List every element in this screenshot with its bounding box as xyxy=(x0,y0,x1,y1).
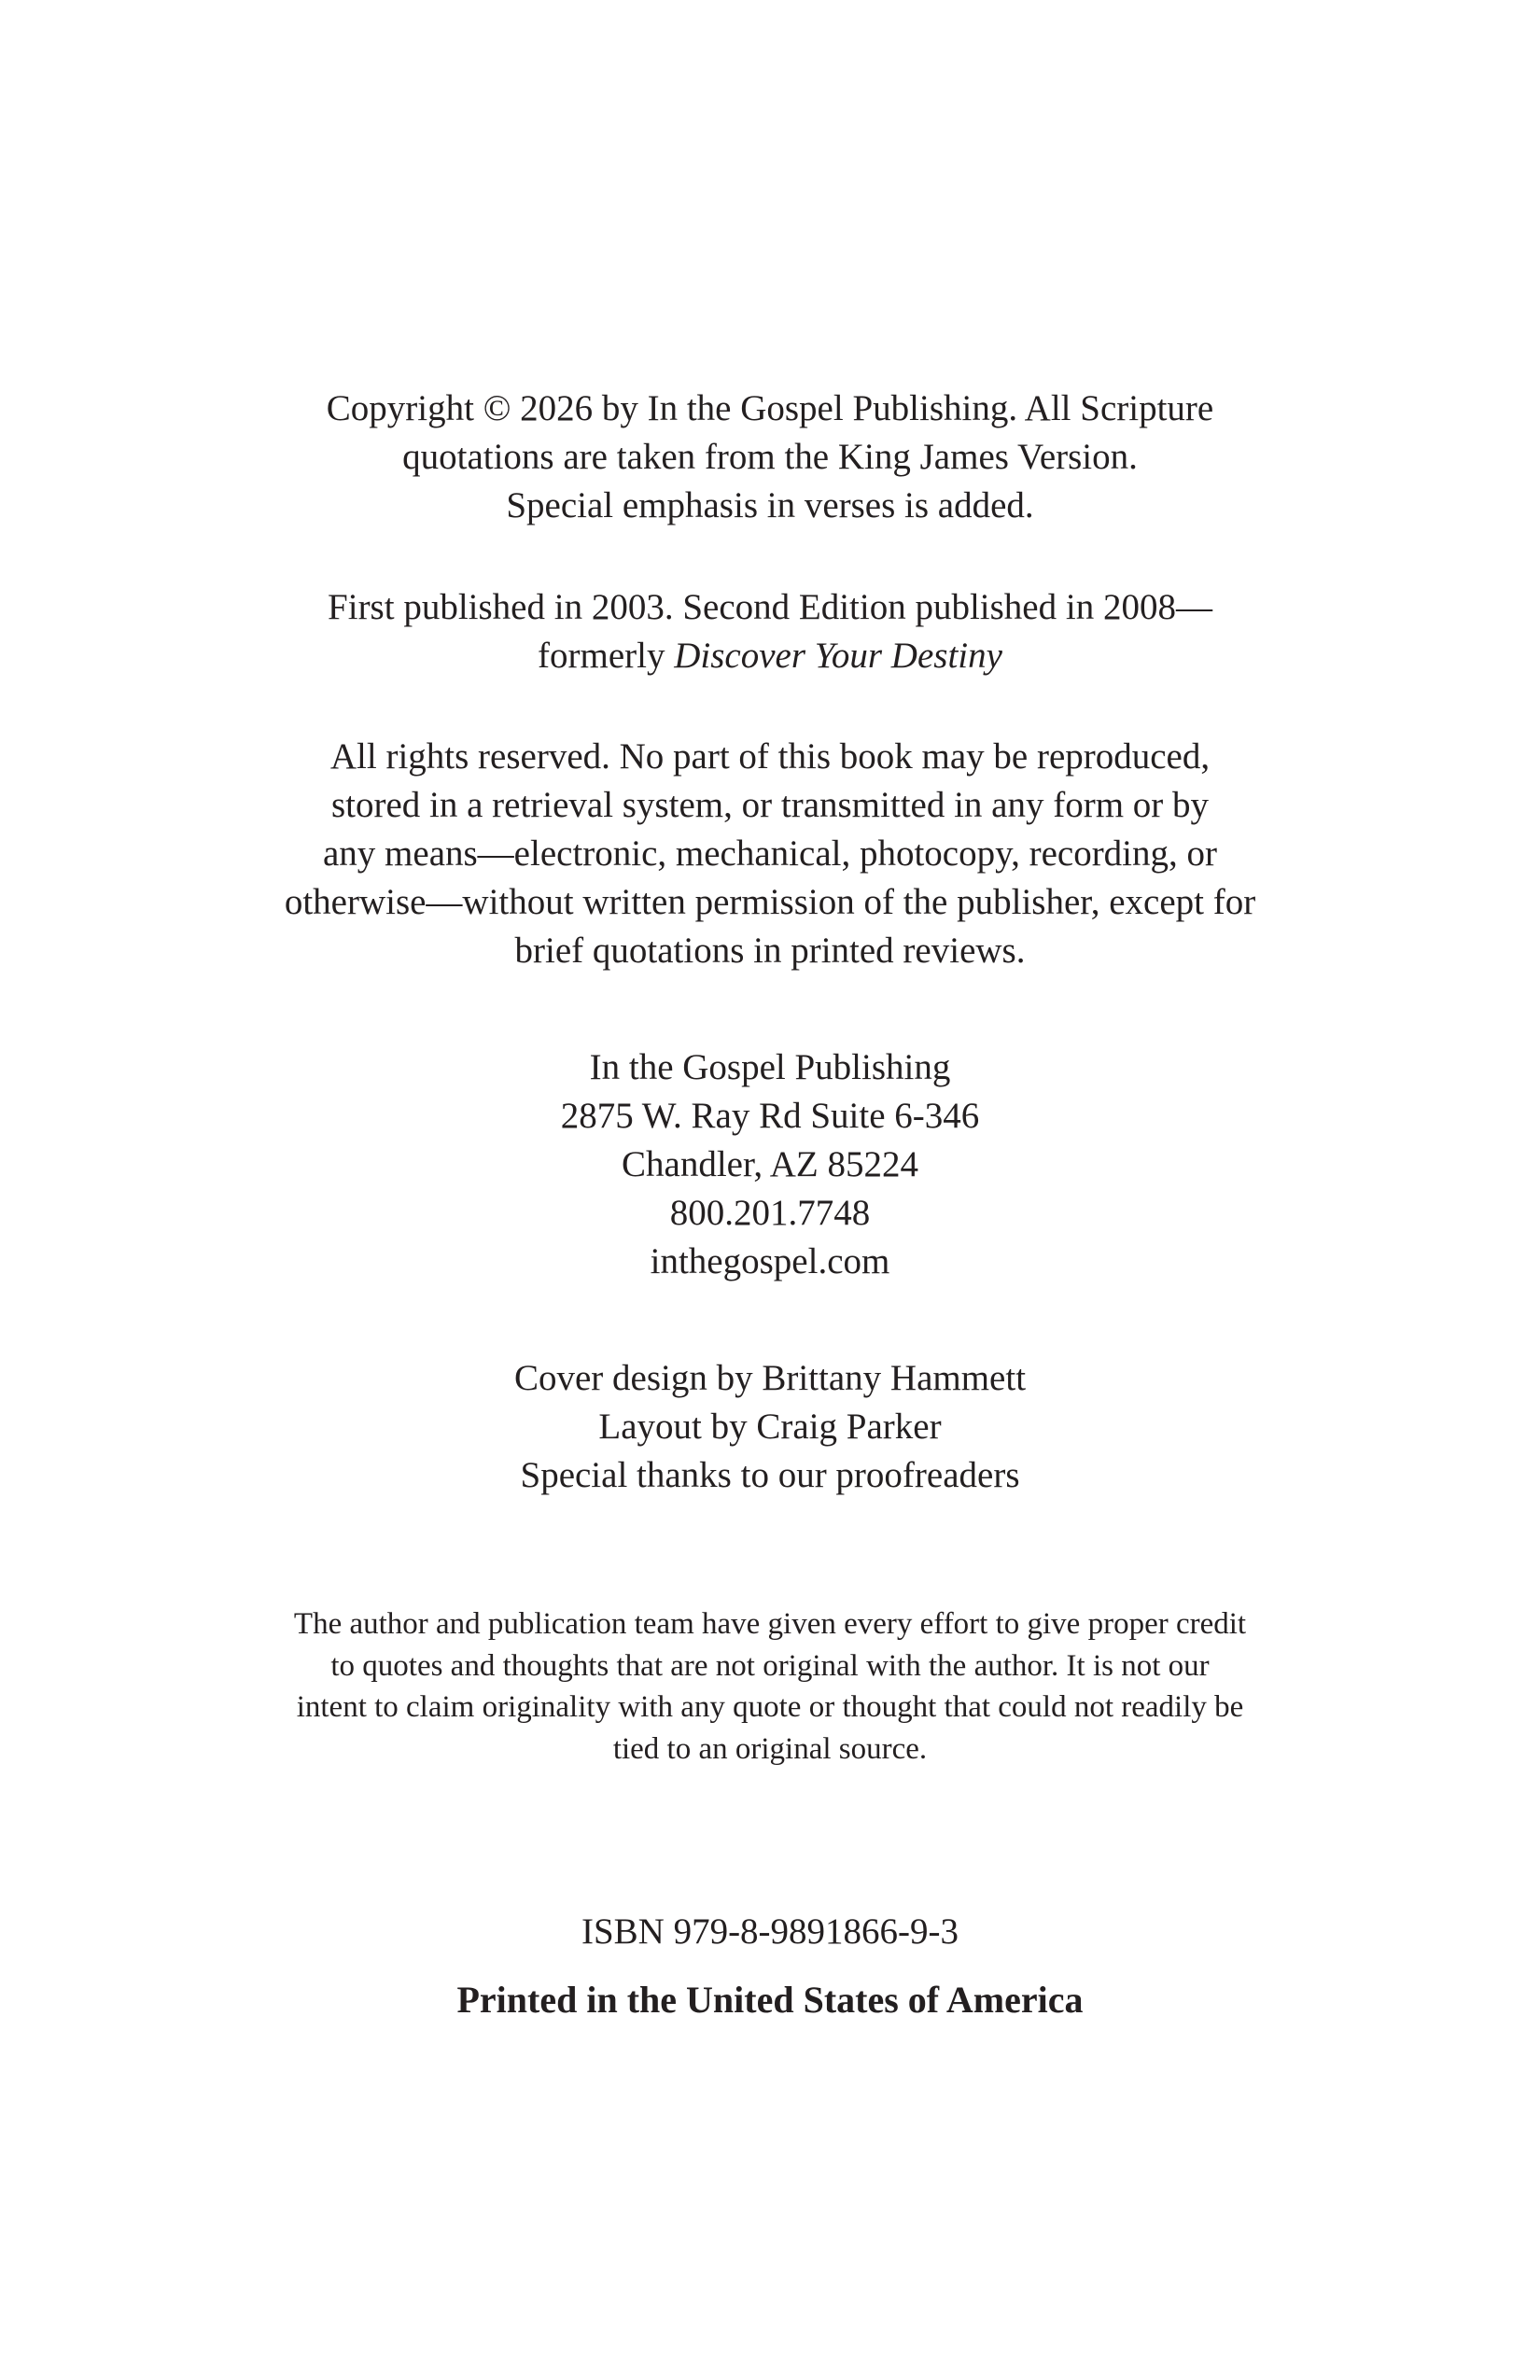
publisher-phone: 800.201.7748 xyxy=(669,1193,871,1233)
rights-line: brief quotations in printed reviews. xyxy=(514,931,1026,971)
isbn xyxy=(0,1908,1540,1956)
credit-line: Special thanks to our proofreaders xyxy=(520,1455,1020,1495)
credit-line: Cover design by Brittany Hammett xyxy=(513,1358,1027,1398)
publisher-city: Chandler, AZ 85224 xyxy=(622,1144,918,1184)
publisher-info xyxy=(0,1043,1540,1286)
former-title-prefix: formerly xyxy=(538,636,675,676)
publisher-street: 2875 W. Ray Rd Suite 6-346 xyxy=(560,1096,980,1136)
rights-notice xyxy=(0,733,1540,975)
publication-history xyxy=(0,583,1540,680)
credits xyxy=(0,1354,1540,1500)
publisher-name: In the Gospel Publishing xyxy=(589,1047,951,1087)
publisher-website: inthegospel.com xyxy=(650,1241,890,1281)
disclaimer xyxy=(0,1603,1540,1770)
disclaimer-line: intent to claim originality with any quote or thought that could not readily be xyxy=(296,1690,1244,1724)
former-title: Discover Your Destiny xyxy=(674,636,1002,676)
rights-line: All rights reserved. No part of this book may be reproduced, xyxy=(329,736,1211,777)
rights-line: otherwise—without written permission of the publisher, except for xyxy=(284,882,1256,922)
credit-line: Layout by Craig Parker xyxy=(598,1407,942,1447)
printed-in xyxy=(0,1976,1540,2024)
copyright-line: Copyright © 2026 by In the Gospel Publishing. All Scripture xyxy=(326,388,1214,428)
copyright-notice xyxy=(0,385,1540,530)
disclaimer-line: The author and publication team have given every effort to give proper credit xyxy=(293,1607,1247,1641)
copyright-line: Special emphasis in verses is added. xyxy=(506,485,1034,525)
publication-history-line: First published in 2003. Second Edition published in 2008— xyxy=(328,587,1212,627)
rights-line: stored in a retrieval system, or transmitted in any form or by xyxy=(330,785,1210,825)
disclaimer-line: tied to an original source. xyxy=(612,1731,928,1766)
isbn-text: ISBN 979-8-9891866-9-3 xyxy=(581,1911,959,1952)
printed-in-text: Printed in the United States of America xyxy=(456,1979,1084,2021)
former-title-line xyxy=(0,632,1540,680)
copyright-line: quotations are taken from the King James Version. xyxy=(402,437,1138,477)
rights-line: any means—electronic, mechanical, photocopy, recording, or xyxy=(322,833,1217,874)
disclaimer-line: to quotes and thoughts that are not original with the author. It is not our xyxy=(330,1648,1210,1683)
